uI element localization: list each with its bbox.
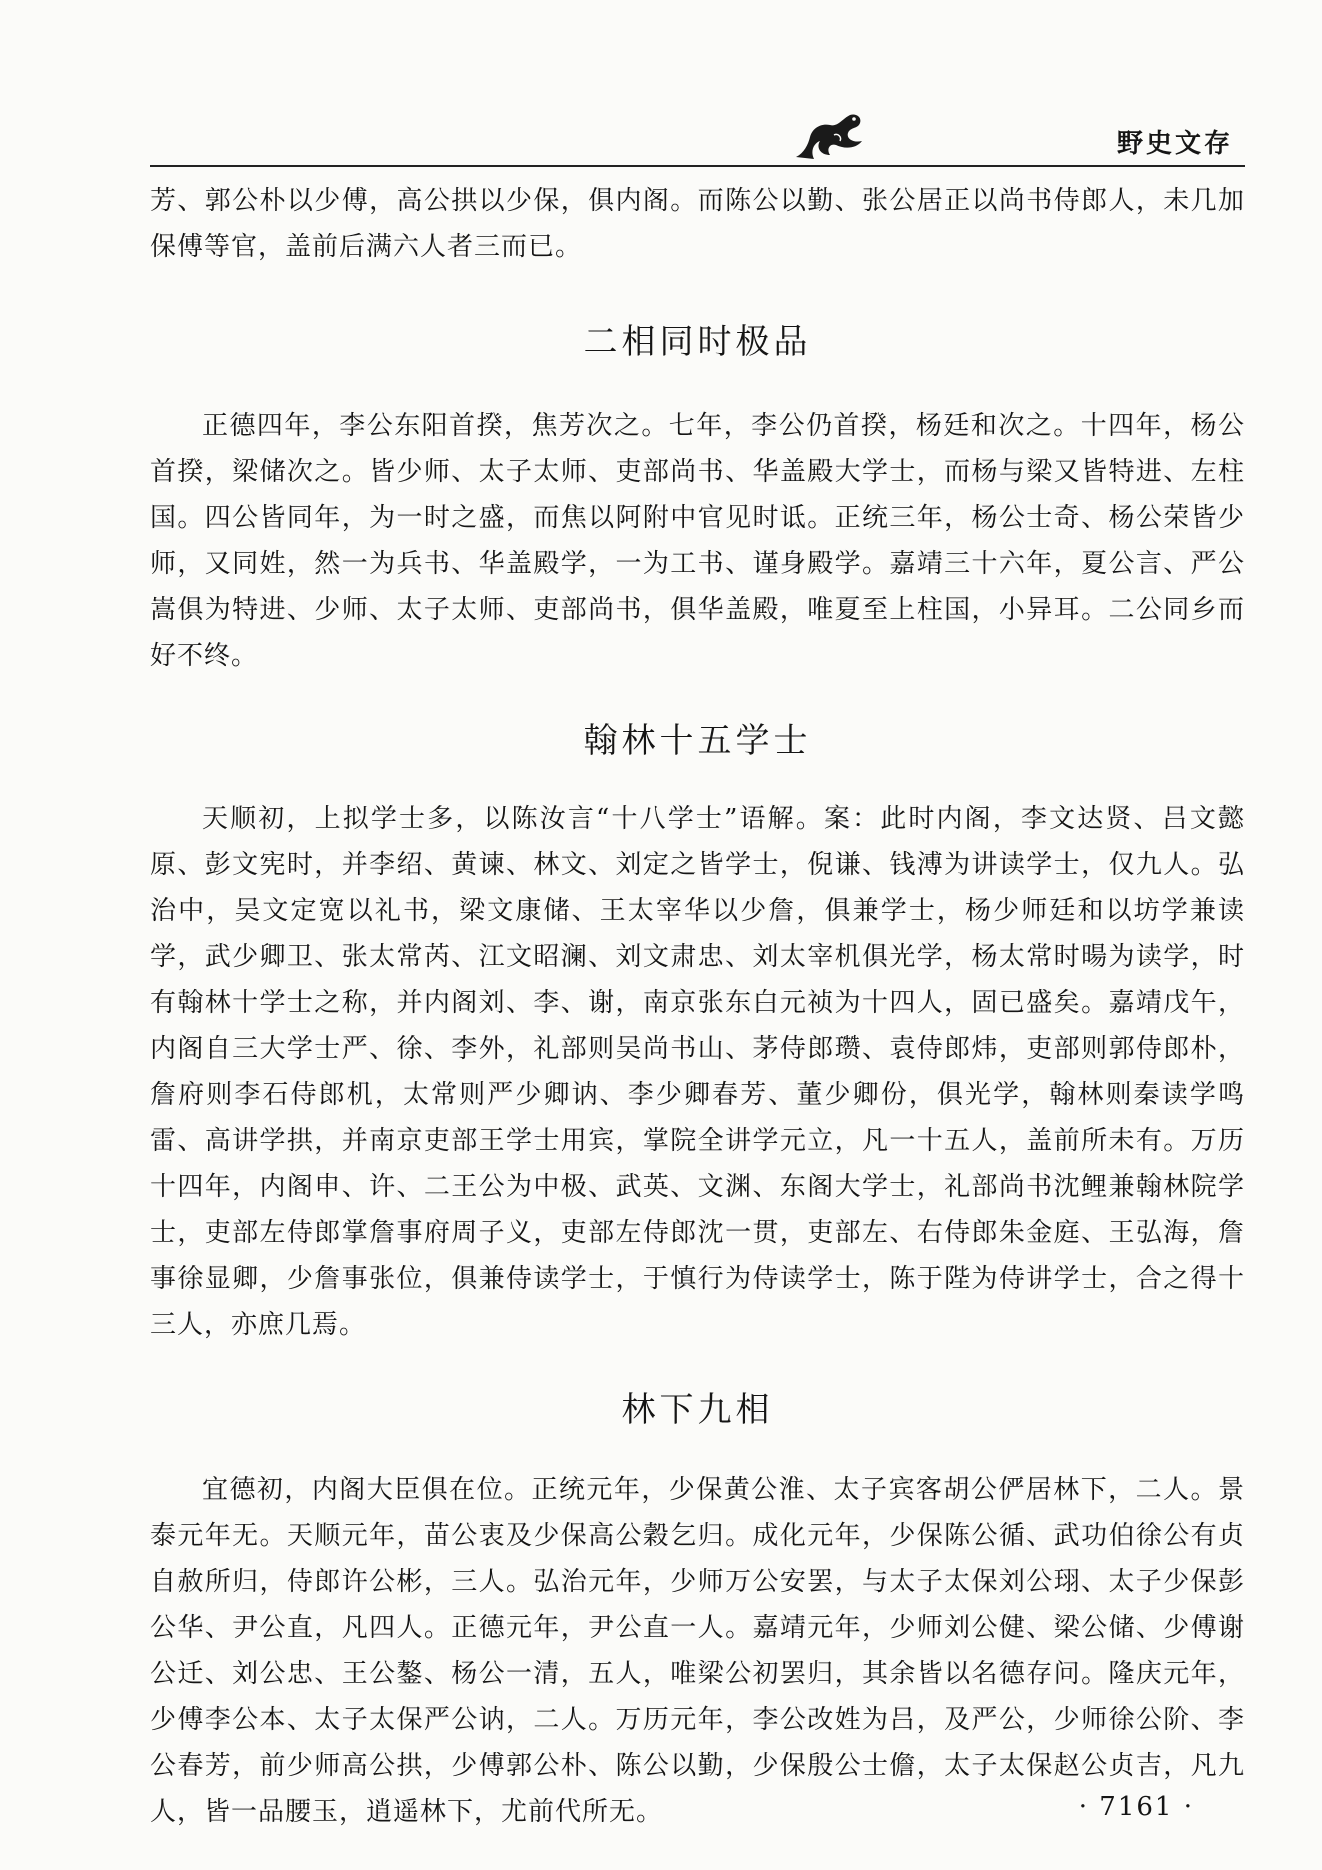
section-paragraph: 天顺初，上拟学士多，以陈汝言“十八学士”语解。案：此时内阁，李文达贤、吕文懿原、彭文宪时，并李绍、黄谏、林文、刘定之皆学士，倪谦、钱溥为讲读学士，仅九人。弘治中，吴文定宽以礼书，梁文康储、王太宰华以少詹，俱兼学士，杨少师廷和以坊学兼读学，武少卿卫、张太常芮、江文昭澜、刘文肃忠、刘太宰机俱光学，杨太常时暘为读学，时有翰林十学士之称，并内阁刘、李、谢，南京张东白元祯为十四人，固已盛矣。嘉靖戊午，内阁自三大学士严、徐、李外，礼部则吴尚书山、茅侍郎瓒、袁侍郎炜，吏部则郭侍郎朴，詹府则李石侍郎机，太常则严少卿讷、李少卿春芳、董少卿份，俱光学，翰林则秦读学鸣雷、高讲学拱，并南京吏部王学士用宾，掌院全讲学元立，凡一十五人，盖前所未有。万历十四年，内阁申、许、二王公为中极、武英、文渊、东阁大学士，礼部尚书沈鲤兼翰林院学士，吏部左侍郎掌詹事府周子义，吏部左侍郎沈一贯，吏部左、右侍郎朱金庭、王弘海，詹事徐显卿，少詹事张位，俱兼侍读学士，于慎行为侍读学士，陈于陛为侍讲学士，合之得十三人，亦庶几焉。 — [150, 804, 1245, 1340]
running-title: 野史文存 — [1116, 129, 1233, 159]
section-title: 林下九相 — [621, 1390, 774, 1430]
section-title: 翰林十五学士 — [583, 721, 812, 761]
continued-paragraph: 芳、郭公朴以少傅，高公拱以少保，俱内阁。而陈公以勤、张公居正以尚书侍郎人，未几加保傅等官，盖前后满六人者三而已。 — [150, 186, 1245, 262]
dragon-emblem-icon — [790, 105, 870, 165]
section-paragraph: 正德四年，李公东阳首揆，焦芳次之。七年，李公仍首揆，杨廷和次之。十四年，杨公首揆，梁储次之。皆少师、太子太师、吏部尚书、华盖殿大学士，而杨与梁又皆特进、左柱国。四公皆同年，为一时之盛，而焦以阿附中官见时诋。正统三年，杨公士奇、杨公荣皆少师，又同姓，然一为兵书、华盖殿学，一为工书、谨身殿学。嘉靖三十六年，夏公言、严公嵩俱为特进、少师、太子太师、吏部尚书，俱华盖殿，唯夏至上柱国，小异耳。二公同乡而好不终。 — [150, 411, 1245, 671]
page-header — [150, 95, 1245, 165]
page-number: · 7161 · — [1078, 1792, 1194, 1822]
section-paragraph: 宜德初，内阁大臣俱在位。正统元年，少保黄公淮、太子宾客胡公俨居林下，二人。景泰元年无。天顺元年，苗公衷及少保高公穀乞归。成化元年，少保陈公循、武功伯徐公有贞自赦所归，侍郎许公彬，三人。弘治元年，少师万公安罢，与太子太保刘公珝、太子少保彭公华、尹公直，凡四人。正德元年，尹公直一人。嘉靖元年，少师刘公健、梁公储、少傅谢公迁、刘公忠、王公鏊、杨公一清，五人，唯梁公初罢归，其余皆以名德存问。隆庆元年，少傅李公本、太子太保严公讷，二人。万历元年，李公改姓为吕，及严公，少师徐公阶、李公春芳，前少师高公拱，少傅郭公朴、陈公以勤，少保殷公士儋，太子太保赵公贞吉，凡九人，皆一品腰玉，逍遥林下，尤前代所无。 — [150, 1475, 1245, 1827]
section-title: 二相同时极品 — [583, 322, 812, 362]
page-body — [150, 178, 1245, 1835]
header-rule — [150, 165, 1245, 167]
